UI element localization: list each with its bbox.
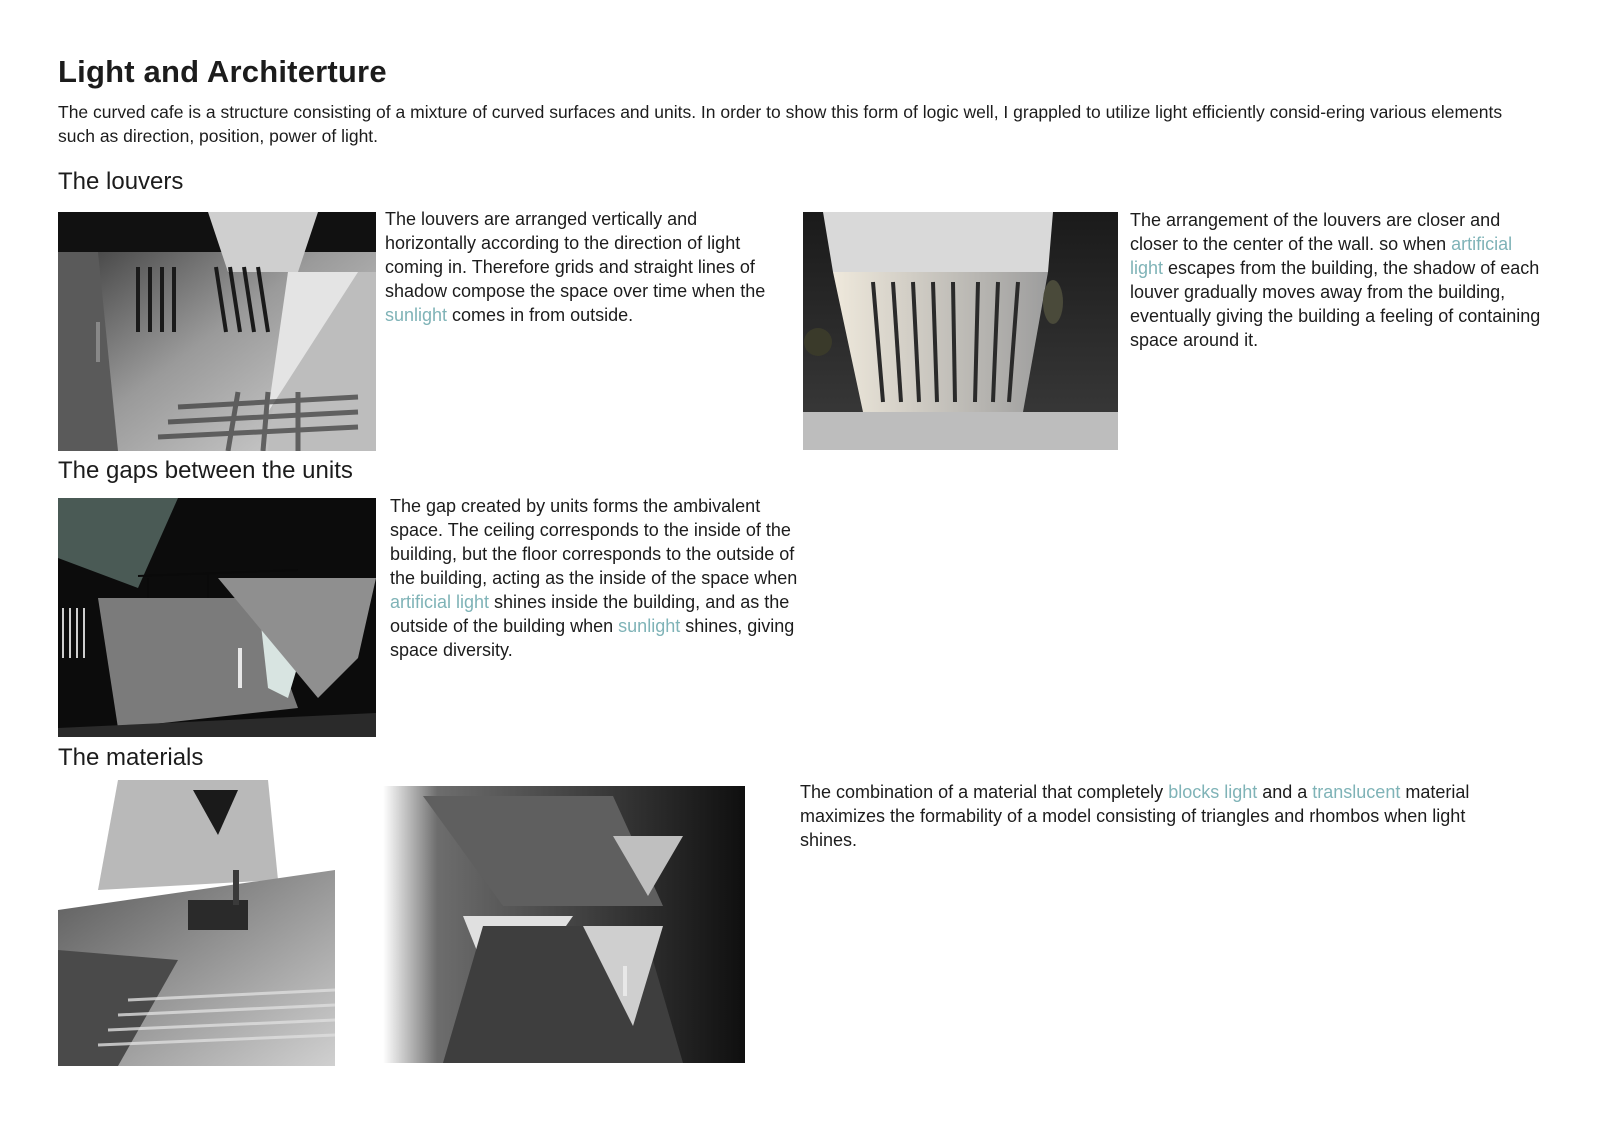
materials-description: The combination of a material that completely blocks light and a translucent material maximizes the formability of a model consisting of triangles and rhombos when light shines. bbox=[800, 782, 1470, 850]
highlight-translucent: translucent bbox=[1312, 782, 1401, 802]
materials-photo-1 bbox=[58, 780, 335, 1066]
highlight-artificial-light: artificial light bbox=[390, 592, 490, 612]
highlight-sunlight: sunlight bbox=[385, 305, 448, 325]
materials-photo-2 bbox=[383, 786, 745, 1063]
highlight-sunlight: sunlight bbox=[618, 616, 681, 636]
section-heading-gaps: The gaps between the units bbox=[58, 457, 353, 484]
gaps-description: The gap created by units forms the ambivalent space. The ceiling corresponds to the inside of the building, but the floor corresponds to the outside of the building, acting as the inside of the space when artificial light shines inside the building, and as the outside of the building when sunlight shines, giving space diversity. bbox=[390, 496, 798, 660]
highlight-blocks-light: blocks light bbox=[1168, 782, 1258, 802]
section-heading-louvers: The louvers bbox=[58, 168, 184, 195]
intro-paragraph: The curved cafe is a structure consisting of a mixture of curved surfaces and units. In order to show this form of logic well, I grappled to utilize light efficiently consid-ering various elements such as direction, position, power of light. bbox=[58, 102, 1503, 146]
louvers-photo-2 bbox=[803, 212, 1118, 450]
gaps-photo bbox=[58, 498, 376, 737]
louvers-photo-1 bbox=[58, 212, 376, 451]
highlight-artificial-light: artificial light bbox=[1130, 234, 1513, 278]
page-title: Light and Architerture bbox=[58, 54, 387, 89]
louvers-description-2: The arrangement of the louvers are closer and closer to the center of the wall. so when artificial light escapes from the building, the shadow of each louver gradually moves away from the building, eventually giving the building a feeling of containing space around it. bbox=[1130, 210, 1541, 350]
section-heading-materials: The materials bbox=[58, 744, 204, 771]
louvers-description-1: The louvers are arranged vertically and horizontally according to the direction of light coming in. Therefore grids and straight lines of shadow compose the space over time when the sunlight comes in from outside. bbox=[385, 209, 766, 325]
